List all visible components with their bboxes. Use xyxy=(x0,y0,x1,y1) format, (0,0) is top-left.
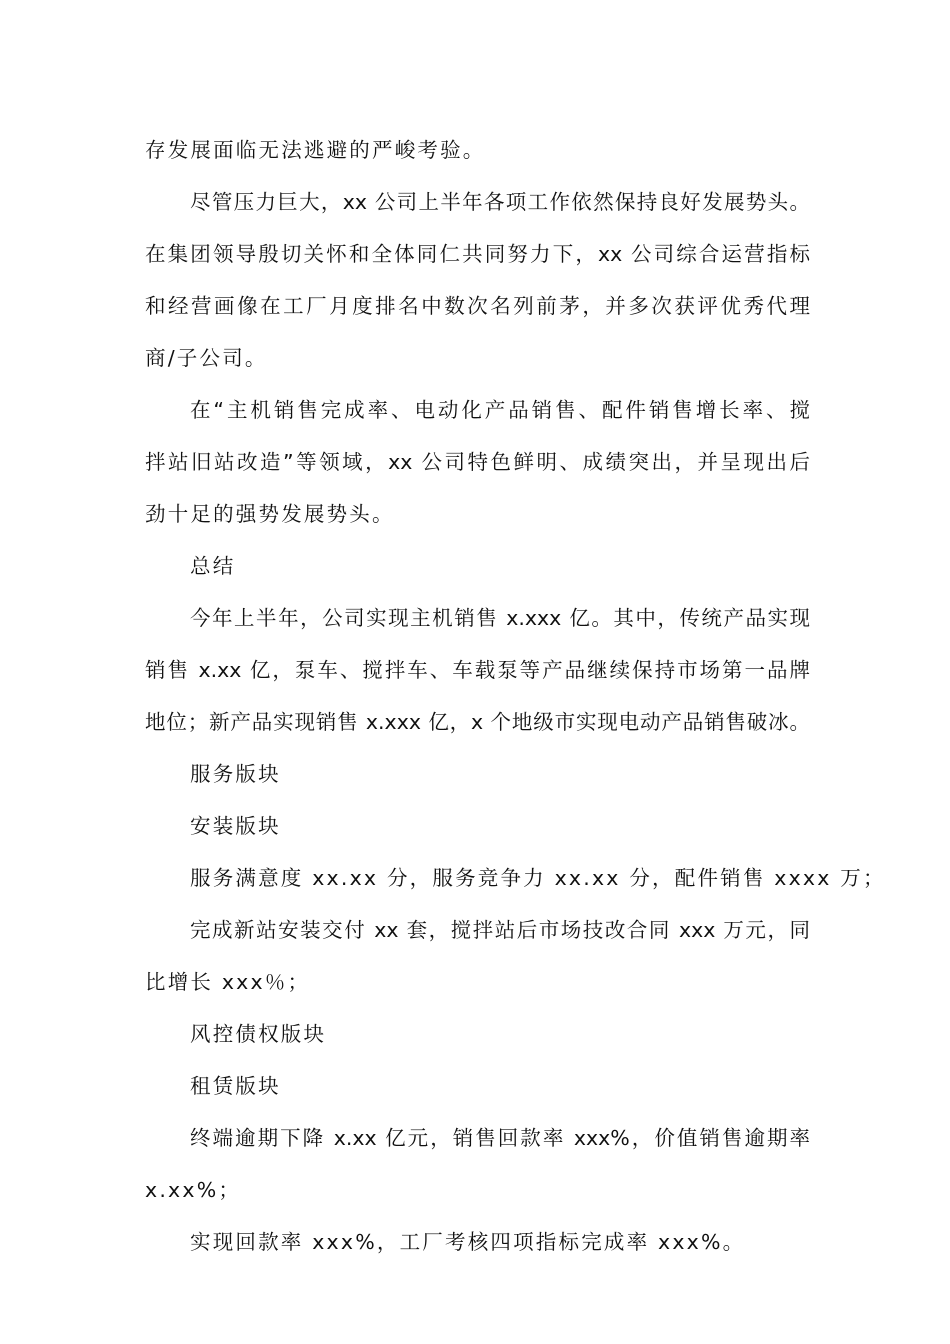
paragraph-first-line: 今年上半年，公司实现主机销售 x.xxx 亿。其中，传统产品实现 xyxy=(190,606,810,630)
paragraph-first-line: 实现回款率 xxx%，工厂考核四项指标完成率 xxx%。 xyxy=(190,1230,746,1254)
text-line: 比增长 xxx％； xyxy=(145,970,311,994)
text-line: 地位；新产品实现销售 x.xxx 亿，x 个地级市实现电动产品销售破冰。 xyxy=(145,710,810,734)
text-line: 销售 x.xx 亿，泵车、搅拌车、车载泵等产品继续保持市场第一品牌 xyxy=(145,658,810,682)
text-line: 和经营画像在工厂月度排名中数次名列前茅，并多次获评优秀代理 xyxy=(145,294,810,318)
section-heading: 安装版块 xyxy=(190,814,281,838)
text-line: 拌站旧站改造”等领域，xx 公司特色鲜明、成绩突出，并呈现出后 xyxy=(145,450,810,474)
text-line: 劲十足的强势发展势头。 xyxy=(145,502,395,526)
section-heading: 风控债权版块 xyxy=(190,1022,327,1046)
section-heading: 租赁版块 xyxy=(190,1074,281,1098)
paragraph-first-line: 服务满意度 xx.xx 分，服务竞争力 xx.xx 分，配件销售 xxxx 万； xyxy=(190,866,886,890)
text-line: 在集团领导殷切关怀和全体同仁共同努力下，xx 公司综合运营指标 xyxy=(145,242,810,266)
section-heading: 服务版块 xyxy=(190,762,281,786)
paragraph-first-line: 在“主机销售完成率、电动化产品销售、配件销售增长率、搅 xyxy=(190,398,810,422)
text-line: 存发展面临无法逃避的严峻考验。 xyxy=(145,138,486,162)
text-line: 商/子公司。 xyxy=(145,346,268,370)
paragraph-first-line: 完成新站安装交付 xx 套，搅拌站后市场技改合同 xxx 万元，同 xyxy=(190,918,810,942)
text-line: x.xx%； xyxy=(145,1178,242,1202)
paragraph-first-line: 尽管压力巨大，xx 公司上半年各项工作依然保持良好发展势头。 xyxy=(190,190,810,214)
section-heading: 总结 xyxy=(190,554,236,578)
paragraph-first-line: 终端逾期下降 x.xx 亿元，销售回款率 xxx%，价值销售逾期率 xyxy=(190,1126,810,1150)
